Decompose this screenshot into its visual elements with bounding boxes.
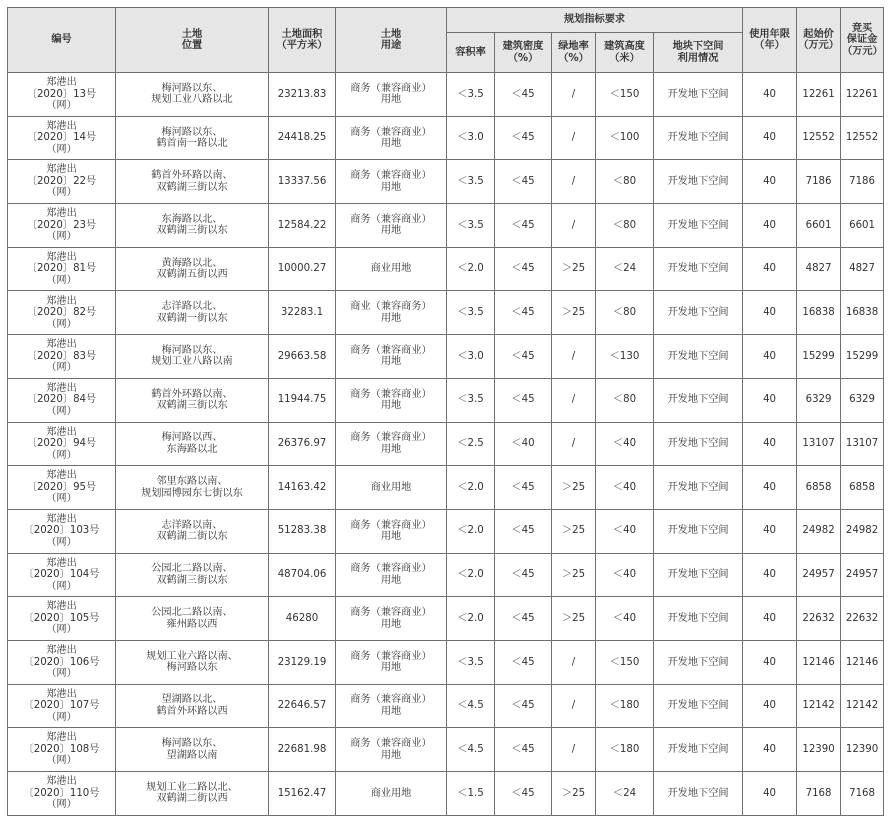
land-listing-table	[7, 7, 884, 816]
cell-usage: 商务（兼容商业） 用地	[336, 422, 447, 466]
cell-deposit: 12146	[841, 640, 884, 684]
header-far: 容积率	[447, 33, 495, 73]
cell-years: 40	[743, 160, 797, 204]
cell-location: 东海路以北、 双鹤湖三街以东	[116, 204, 269, 248]
table-row	[8, 509, 884, 553]
cell-code: 郑港出 〔2020〕81号 （网）	[8, 247, 116, 291]
cell-deposit: 6858	[841, 466, 884, 510]
cell-location: 志洋路以北、 双鹤湖一街以东	[116, 291, 269, 335]
cell-density: ＜45	[495, 553, 552, 597]
cell-code: 郑港出 〔2020〕103号 （网）	[8, 509, 116, 553]
cell-start-price: 16838	[797, 291, 841, 335]
cell-far: ＜2.0	[447, 247, 495, 291]
cell-code: 郑港出 〔2020〕95号 （网）	[8, 466, 116, 510]
cell-green: ＞25	[552, 247, 596, 291]
table-row	[8, 597, 884, 641]
cell-height: ＜40	[596, 422, 654, 466]
cell-code: 郑港出 〔2020〕105号 （网）	[8, 597, 116, 641]
cell-density: ＜45	[495, 640, 552, 684]
header-usage: 土地 用途	[336, 8, 447, 73]
cell-years: 40	[743, 378, 797, 422]
cell-height: ＜40	[596, 509, 654, 553]
cell-location: 梅河路以东、 规划工业八路以北	[116, 73, 269, 117]
cell-start-price: 6329	[797, 378, 841, 422]
cell-deposit: 13107	[841, 422, 884, 466]
cell-deposit: 12142	[841, 684, 884, 728]
cell-area: 22646.57	[269, 684, 336, 728]
cell-code: 郑港出 〔2020〕108号 （网）	[8, 728, 116, 772]
cell-area: 22681.98	[269, 728, 336, 772]
cell-green: ＞25	[552, 291, 596, 335]
cell-underground: 开发地下空间	[654, 640, 743, 684]
table-row	[8, 378, 884, 422]
table-row	[8, 160, 884, 204]
cell-start-price: 24982	[797, 509, 841, 553]
cell-usage: 商业用地	[336, 466, 447, 510]
cell-start-price: 22632	[797, 597, 841, 641]
cell-deposit: 12390	[841, 728, 884, 772]
cell-height: ＜180	[596, 684, 654, 728]
header-code: 编号	[8, 8, 116, 73]
cell-usage: 商务（兼容商业） 用地	[336, 509, 447, 553]
cell-far: ＜2.5	[447, 422, 495, 466]
cell-height: ＜40	[596, 553, 654, 597]
cell-area: 48704.06	[269, 553, 336, 597]
cell-area: 23129.19	[269, 640, 336, 684]
cell-green: /	[552, 640, 596, 684]
cell-underground: 开发地下空间	[654, 335, 743, 379]
cell-underground: 开发地下空间	[654, 204, 743, 248]
cell-area: 14163.42	[269, 466, 336, 510]
cell-years: 40	[743, 204, 797, 248]
cell-code: 郑港出 〔2020〕104号 （网）	[8, 553, 116, 597]
cell-underground: 开发地下空间	[654, 466, 743, 510]
cell-density: ＜45	[495, 684, 552, 728]
cell-density: ＜45	[495, 466, 552, 510]
cell-height: ＜24	[596, 247, 654, 291]
cell-usage: 商务（兼容商业） 用地	[336, 335, 447, 379]
cell-underground: 开发地下空间	[654, 247, 743, 291]
cell-start-price: 24957	[797, 553, 841, 597]
cell-far: ＜4.5	[447, 684, 495, 728]
cell-area: 32283.1	[269, 291, 336, 335]
cell-location: 鹤首外环路以南、 双鹤湖三街以东	[116, 378, 269, 422]
cell-usage: 商务（兼容商业） 用地	[336, 116, 447, 160]
cell-area: 23213.83	[269, 73, 336, 117]
header-area: 土地面积 （平方米）	[269, 8, 336, 73]
cell-code: 郑港出 〔2020〕110号 （网）	[8, 772, 116, 816]
cell-density: ＜45	[495, 160, 552, 204]
table-row	[8, 247, 884, 291]
cell-area: 24418.25	[269, 116, 336, 160]
cell-start-price: 12261	[797, 73, 841, 117]
cell-deposit: 12261	[841, 73, 884, 117]
cell-height: ＜40	[596, 597, 654, 641]
cell-area: 11944.75	[269, 378, 336, 422]
cell-underground: 开发地下空间	[654, 597, 743, 641]
cell-deposit: 7186	[841, 160, 884, 204]
cell-code: 郑港出 〔2020〕106号 （网）	[8, 640, 116, 684]
cell-density: ＜45	[495, 772, 552, 816]
cell-height: ＜80	[596, 204, 654, 248]
table-row	[8, 204, 884, 248]
cell-start-price: 7186	[797, 160, 841, 204]
cell-far: ＜3.0	[447, 335, 495, 379]
cell-underground: 开发地下空间	[654, 291, 743, 335]
cell-years: 40	[743, 509, 797, 553]
cell-start-price: 4827	[797, 247, 841, 291]
table-row	[8, 728, 884, 772]
table-row	[8, 640, 884, 684]
cell-years: 40	[743, 466, 797, 510]
cell-green: /	[552, 160, 596, 204]
cell-usage: 商务（兼容商业） 用地	[336, 73, 447, 117]
header-location: 土地 位置	[116, 8, 269, 73]
cell-far: ＜3.0	[447, 116, 495, 160]
cell-usage: 商务（兼容商业） 用地	[336, 728, 447, 772]
cell-years: 40	[743, 640, 797, 684]
cell-location: 望湖路以北、 鹤首外环路以西	[116, 684, 269, 728]
cell-usage: 商务（兼容商业） 用地	[336, 160, 447, 204]
cell-years: 40	[743, 728, 797, 772]
cell-code: 郑港出 〔2020〕83号 （网）	[8, 335, 116, 379]
cell-usage: 商务（兼容商业） 用地	[336, 684, 447, 728]
header-underground: 地块下空间 利用情况	[654, 33, 743, 73]
cell-height: ＜180	[596, 728, 654, 772]
cell-start-price: 13107	[797, 422, 841, 466]
table-row	[8, 422, 884, 466]
cell-height: ＜80	[596, 160, 654, 204]
cell-underground: 开发地下空间	[654, 772, 743, 816]
cell-start-price: 12552	[797, 116, 841, 160]
cell-far: ＜2.0	[447, 553, 495, 597]
cell-green: ＞25	[552, 509, 596, 553]
cell-location: 黄海路以北、 双鹤湖五街以西	[116, 247, 269, 291]
cell-height: ＜130	[596, 335, 654, 379]
cell-location: 公园北二路以南、 雍州路以西	[116, 597, 269, 641]
table-row	[8, 73, 884, 117]
cell-start-price: 6601	[797, 204, 841, 248]
cell-code: 郑港出 〔2020〕94号 （网）	[8, 422, 116, 466]
cell-location: 梅河路以东、 规划工业八路以南	[116, 335, 269, 379]
table-row	[8, 466, 884, 510]
cell-green: /	[552, 73, 596, 117]
cell-usage: 商业用地	[336, 772, 447, 816]
cell-years: 40	[743, 772, 797, 816]
cell-start-price: 7168	[797, 772, 841, 816]
cell-code: 郑港出 〔2020〕84号 （网）	[8, 378, 116, 422]
cell-green: ＞25	[552, 466, 596, 510]
cell-height: ＜80	[596, 291, 654, 335]
cell-far: ＜4.5	[447, 728, 495, 772]
cell-green: /	[552, 204, 596, 248]
cell-years: 40	[743, 73, 797, 117]
cell-density: ＜45	[495, 291, 552, 335]
cell-green: /	[552, 378, 596, 422]
cell-usage: 商务（兼容商业） 用地	[336, 553, 447, 597]
cell-area: 46280	[269, 597, 336, 641]
header-height: 建筑高度 （米）	[596, 33, 654, 73]
cell-green: /	[552, 684, 596, 728]
cell-far: ＜3.5	[447, 160, 495, 204]
cell-usage: 商务（兼容商业） 用地	[336, 378, 447, 422]
cell-deposit: 7168	[841, 772, 884, 816]
cell-density: ＜45	[495, 509, 552, 553]
cell-code: 郑港出 〔2020〕22号 （网）	[8, 160, 116, 204]
cell-start-price: 6858	[797, 466, 841, 510]
table-row	[8, 116, 884, 160]
cell-deposit: 22632	[841, 597, 884, 641]
cell-underground: 开发地下空间	[654, 509, 743, 553]
cell-location: 规划工业六路以南、 梅河路以东	[116, 640, 269, 684]
cell-underground: 开发地下空间	[654, 728, 743, 772]
cell-usage: 商务（兼容商业） 用地	[336, 640, 447, 684]
cell-green: /	[552, 116, 596, 160]
cell-density: ＜40	[495, 422, 552, 466]
cell-deposit: 6601	[841, 204, 884, 248]
cell-green: /	[552, 335, 596, 379]
cell-underground: 开发地下空间	[654, 422, 743, 466]
cell-height: ＜40	[596, 466, 654, 510]
cell-far: ＜2.0	[447, 509, 495, 553]
cell-far: ＜3.5	[447, 73, 495, 117]
cell-far: ＜3.5	[447, 291, 495, 335]
cell-density: ＜45	[495, 247, 552, 291]
cell-years: 40	[743, 422, 797, 466]
cell-deposit: 16838	[841, 291, 884, 335]
cell-density: ＜45	[495, 378, 552, 422]
cell-area: 29663.58	[269, 335, 336, 379]
cell-height: ＜100	[596, 116, 654, 160]
cell-area: 26376.97	[269, 422, 336, 466]
cell-area: 10000.27	[269, 247, 336, 291]
cell-density: ＜45	[495, 204, 552, 248]
cell-location: 梅河路以东、 望湖路以南	[116, 728, 269, 772]
cell-location: 鹤首外环路以南、 双鹤湖三街以东	[116, 160, 269, 204]
cell-far: ＜3.5	[447, 378, 495, 422]
cell-start-price: 12146	[797, 640, 841, 684]
cell-code: 郑港出 〔2020〕14号 （网）	[8, 116, 116, 160]
cell-start-price: 15299	[797, 335, 841, 379]
cell-usage: 商务（兼容商业） 用地	[336, 597, 447, 641]
table-body	[8, 73, 884, 816]
cell-deposit: 6329	[841, 378, 884, 422]
cell-usage: 商务（兼容商业） 用地	[336, 204, 447, 248]
table-row	[8, 553, 884, 597]
cell-underground: 开发地下空间	[654, 73, 743, 117]
cell-height: ＜24	[596, 772, 654, 816]
header-deposit: 竞买 保证金 （万元）	[841, 8, 884, 73]
cell-underground: 开发地下空间	[654, 684, 743, 728]
cell-location: 规划工业二路以北、 双鹤湖二街以西	[116, 772, 269, 816]
cell-deposit: 4827	[841, 247, 884, 291]
cell-location: 梅河路以西、 东海路以北	[116, 422, 269, 466]
cell-green: /	[552, 422, 596, 466]
cell-density: ＜45	[495, 597, 552, 641]
cell-start-price: 12390	[797, 728, 841, 772]
cell-years: 40	[743, 291, 797, 335]
cell-code: 郑港出 〔2020〕13号 （网）	[8, 73, 116, 117]
cell-area: 13337.56	[269, 160, 336, 204]
cell-years: 40	[743, 597, 797, 641]
table-row	[8, 291, 884, 335]
cell-underground: 开发地下空间	[654, 553, 743, 597]
cell-years: 40	[743, 116, 797, 160]
cell-green: ＞25	[552, 553, 596, 597]
cell-green: ＞25	[552, 597, 596, 641]
table-row	[8, 335, 884, 379]
cell-deposit: 15299	[841, 335, 884, 379]
header-planning-requirements: 规划指标要求	[447, 8, 743, 33]
cell-location: 公园北二路以南、 双鹤湖三街以东	[116, 553, 269, 597]
cell-location: 志洋路以南、 双鹤湖二街以东	[116, 509, 269, 553]
cell-location: 梅河路以东、 鹤首南一路以北	[116, 116, 269, 160]
cell-deposit: 24982	[841, 509, 884, 553]
cell-green: /	[552, 728, 596, 772]
cell-far: ＜3.5	[447, 640, 495, 684]
cell-years: 40	[743, 247, 797, 291]
cell-far: ＜2.0	[447, 597, 495, 641]
cell-deposit: 12552	[841, 116, 884, 160]
header-start-price: 起始价 （万元）	[797, 8, 841, 73]
cell-usage: 商业用地	[336, 247, 447, 291]
cell-underground: 开发地下空间	[654, 378, 743, 422]
cell-underground: 开发地下空间	[654, 116, 743, 160]
cell-code: 郑港出 〔2020〕107号 （网）	[8, 684, 116, 728]
cell-years: 40	[743, 553, 797, 597]
cell-start-price: 12142	[797, 684, 841, 728]
cell-code: 郑港出 〔2020〕82号 （网）	[8, 291, 116, 335]
header-green: 绿地率 （%）	[552, 33, 596, 73]
cell-far: ＜2.0	[447, 466, 495, 510]
cell-years: 40	[743, 335, 797, 379]
header-density: 建筑密度 （%）	[495, 33, 552, 73]
table-header	[8, 8, 884, 73]
cell-height: ＜80	[596, 378, 654, 422]
cell-area: 15162.47	[269, 772, 336, 816]
cell-density: ＜45	[495, 335, 552, 379]
cell-deposit: 24957	[841, 553, 884, 597]
cell-code: 郑港出 〔2020〕23号 （网）	[8, 204, 116, 248]
cell-height: ＜150	[596, 640, 654, 684]
table-row	[8, 684, 884, 728]
cell-density: ＜45	[495, 728, 552, 772]
cell-location: 邻里东路以南、 规划园博园东七街以东	[116, 466, 269, 510]
cell-years: 40	[743, 684, 797, 728]
cell-height: ＜150	[596, 73, 654, 117]
cell-usage: 商业（兼容商务） 用地	[336, 291, 447, 335]
header-years: 使用年限 （年）	[743, 8, 797, 73]
table-row	[8, 772, 884, 816]
cell-area: 12584.22	[269, 204, 336, 248]
cell-density: ＜45	[495, 116, 552, 160]
cell-density: ＜45	[495, 73, 552, 117]
cell-underground: 开发地下空间	[654, 160, 743, 204]
cell-far: ＜3.5	[447, 204, 495, 248]
cell-area: 51283.38	[269, 509, 336, 553]
cell-green: ＞25	[552, 772, 596, 816]
cell-far: ＜1.5	[447, 772, 495, 816]
